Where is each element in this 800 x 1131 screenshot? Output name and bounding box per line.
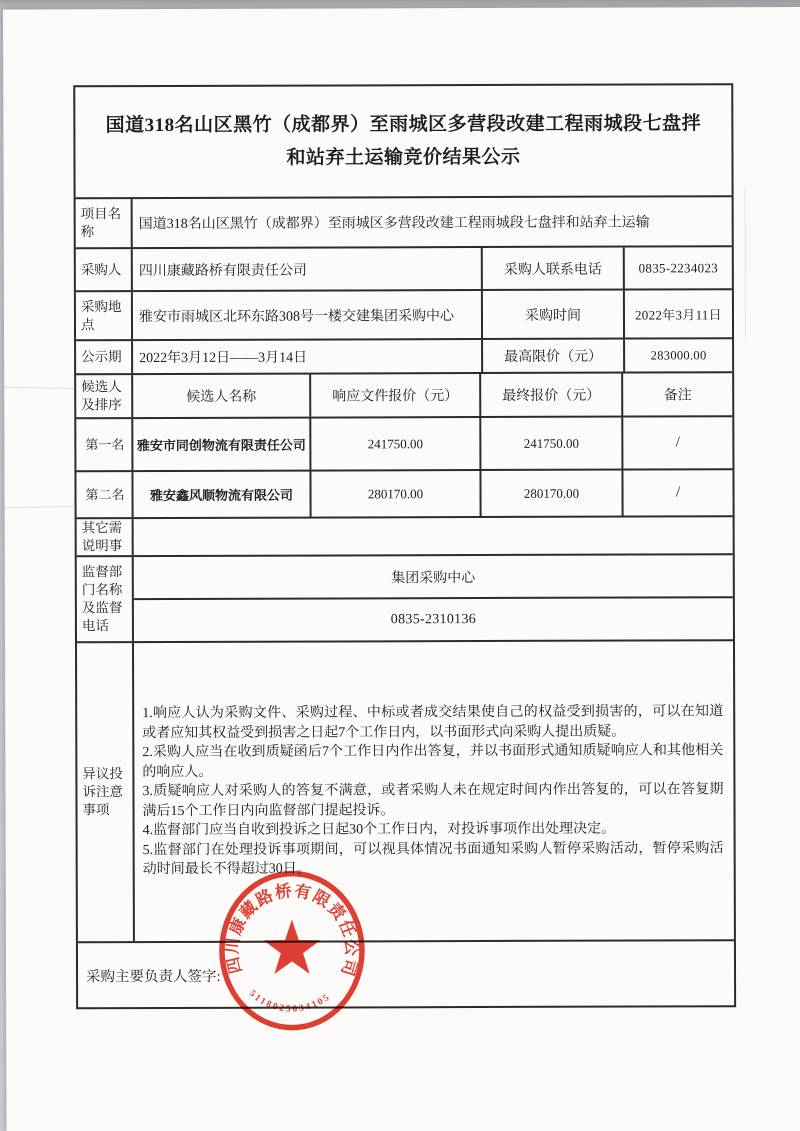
title-cell xyxy=(75,85,731,197)
candidate-2-note: / xyxy=(675,484,681,501)
supervision-name: 集团采购中心 xyxy=(134,555,733,600)
max-price-value: 283000.00 xyxy=(650,347,707,362)
objection-paragraph-5: 5.监督部门在处理投诉事项期间，可以视具体情况书面通知采购人暂停采购活动，暂停采购活动时间最长不得超过30日。 xyxy=(142,841,724,878)
svg-text:5118025034105 xyxy=(247,989,333,1015)
scan-crease xyxy=(5,506,83,509)
purchaser-label: 采购人 xyxy=(76,249,133,290)
location-value: 雅安市雨城区北环东路308号一楼交建集团采购中心 xyxy=(133,291,483,339)
seal-star-icon xyxy=(263,920,320,974)
announcement-table xyxy=(73,83,736,1009)
col-header-final-bid: 最终报价（元） xyxy=(481,374,623,416)
objection-paragraph-2: 2.采购人应当在收到质疑函后7个工作日内作出答复，并以书面形式通知质疑响应人和其他相关的响应人。 xyxy=(142,743,724,780)
other-notes-label: 其它需说明事 xyxy=(77,519,134,555)
supervision-row xyxy=(77,555,733,643)
objection-label: 异议投诉注意事项 xyxy=(77,643,135,941)
project-value: 国道318名山区黑竹（成都界）至雨城区多营段改建工程雨城段七盘拌和站弃土运输 xyxy=(138,215,650,233)
objection-row xyxy=(77,641,734,943)
candidate-1-final: 241750.00 xyxy=(481,418,623,469)
supervision-values xyxy=(134,555,733,641)
purchaser-phone-value: 0835-2234023 xyxy=(638,259,719,276)
scan-crease xyxy=(4,387,74,389)
signature-row xyxy=(78,941,734,1007)
publicity-row xyxy=(76,339,732,375)
rank-1: 第一名 xyxy=(76,419,133,470)
other-notes-row xyxy=(77,517,733,557)
location-row xyxy=(76,290,732,341)
max-price-label: 最高限价（元） xyxy=(483,340,625,372)
col-header-note: 备注 xyxy=(663,388,692,404)
paper-sheet xyxy=(3,7,800,1131)
project-label: 项目名称 xyxy=(76,199,133,247)
table-row-candidate-2 xyxy=(76,470,732,519)
supervision-phone: 0835-2310136 xyxy=(390,611,477,627)
rank-2: 第二名 xyxy=(76,472,133,517)
seal-company-text: 四川康藏路桥有限责任公司 xyxy=(222,880,362,980)
objection-paragraph-4: 4.监督部门应当自收到投诉之日起30个工作日内，对投诉事项作出处理决定。 xyxy=(142,821,616,839)
candidate-1-name: 雅安市同创物流有限责任公司 xyxy=(133,419,311,471)
candidate-2-final: 280170.00 xyxy=(481,471,623,516)
supervision-label: 监督部门名称及监督电话 xyxy=(77,557,134,641)
publicity-label: 公示期 xyxy=(76,341,133,373)
company-seal-stamp xyxy=(197,850,388,1051)
candidates-label: 候选人及排序 xyxy=(76,375,133,417)
col-header-candidate-name: 候选人名称 xyxy=(133,375,311,418)
objection-paragraph-1: 1.响应人认为采购文件、采购过程、中标或者成交结果使自己的权益受到损害的，可以在知道或者应知其权益受到损害之日起7个工作日内，以书面形式向采购人提出质疑。 xyxy=(142,704,724,741)
candidate-2-bid: 280170.00 xyxy=(311,471,481,517)
other-notes-value xyxy=(134,517,733,555)
signature-label: 采购主要负责人签字: xyxy=(86,968,221,985)
candidates-header-row xyxy=(76,373,732,419)
purchase-time-value: 2022年3月11日 xyxy=(634,307,723,323)
publicity-value: 2022年3月12日——3月14日 xyxy=(133,340,483,373)
purchaser-phone-label: 采购人联系电话 xyxy=(483,248,625,289)
purchaser-value: 四川康藏路桥有限责任公司 xyxy=(133,248,483,290)
location-label: 采购地点 xyxy=(76,292,133,339)
title-row xyxy=(75,85,731,199)
table-row-candidate-1 xyxy=(76,417,732,472)
candidate-1-bid: 241750.00 xyxy=(311,418,481,470)
project-row xyxy=(76,197,732,249)
seal-code-text: 5118025034105 xyxy=(246,988,334,1015)
candidate-1-note: / xyxy=(675,434,680,451)
page-title: 国道318名山区黑竹（成都界）至雨城区多营段改建工程雨城段七盘拌和站弃土运输竞价结果公示 xyxy=(105,113,702,169)
candidate-2-name: 雅安鑫风顺物流有限公司 xyxy=(133,472,311,518)
purchaser-row xyxy=(76,247,732,292)
objection-paragraph-3: 3.质疑响应人对采购人的答复不满意，或者采购人未在规定时间内作出答复的，可以在答复期满后15个工作日内向监督部门提起投诉。 xyxy=(142,782,724,819)
scan-crease xyxy=(745,187,746,337)
purchase-time-label: 采购时间 xyxy=(483,291,625,338)
col-header-response-bid: 响应文件报价（元） xyxy=(311,374,481,417)
